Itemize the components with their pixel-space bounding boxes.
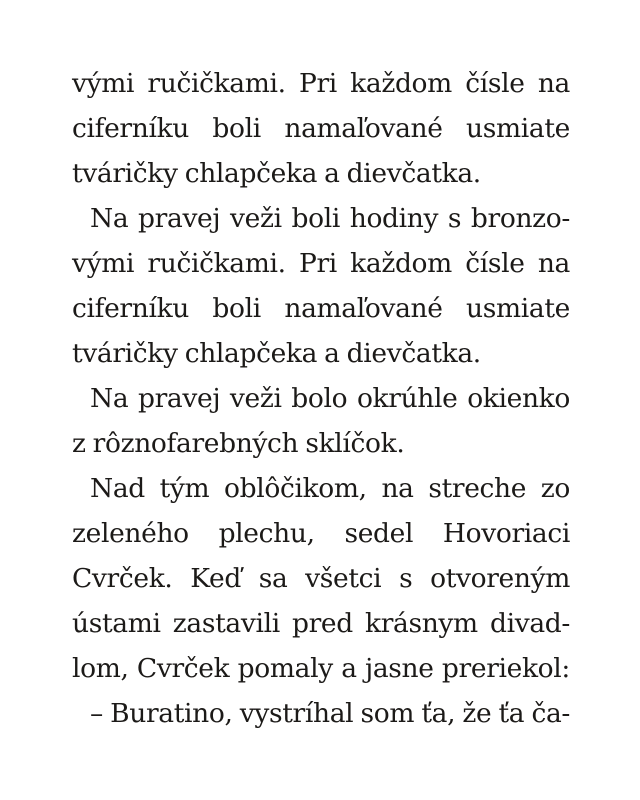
- text-line: zeleného plechu, sedel Hovoriaci: [72, 518, 570, 549]
- text-line: ciferníku boli namaľované usmiate: [72, 293, 570, 324]
- text-line: Na pravej veži boli hodiny s bronzo-: [90, 203, 570, 234]
- text-line: – Buratino, vystríhal som ťa, že ťa ča-: [90, 698, 570, 729]
- paragraph: [72, 376, 570, 466]
- text-line: Na pravej veži bolo okrúhle okienko: [90, 383, 570, 414]
- text-line: lom, Cvrček pomaly a jasne preriekol:: [72, 653, 570, 684]
- paragraph: [72, 196, 570, 376]
- page-text: [72, 61, 570, 736]
- text-line: ústami zastavili pred krásnym divad-: [72, 608, 570, 639]
- text-line: ciferníku boli namaľované usmiate: [72, 113, 570, 144]
- text-line: tváričky chlapčeka a dievčatka.: [72, 158, 481, 189]
- text-line: tváričky chlapčeka a dievčatka.: [72, 338, 481, 369]
- paragraph: [72, 61, 570, 196]
- text-line: Cvrček. Keď sa všetci s otvoreným: [72, 563, 570, 594]
- paragraph: [72, 691, 570, 736]
- text-line: vými ručičkami. Pri každom čísle na: [72, 248, 570, 279]
- text-line: Nad tým oblôčikom, na streche zo: [90, 473, 570, 504]
- text-line: vými ručičkami. Pri každom čísle na: [72, 68, 570, 99]
- paragraph: [72, 466, 570, 691]
- text-line: z rôznofarebných sklíčok.: [72, 428, 405, 459]
